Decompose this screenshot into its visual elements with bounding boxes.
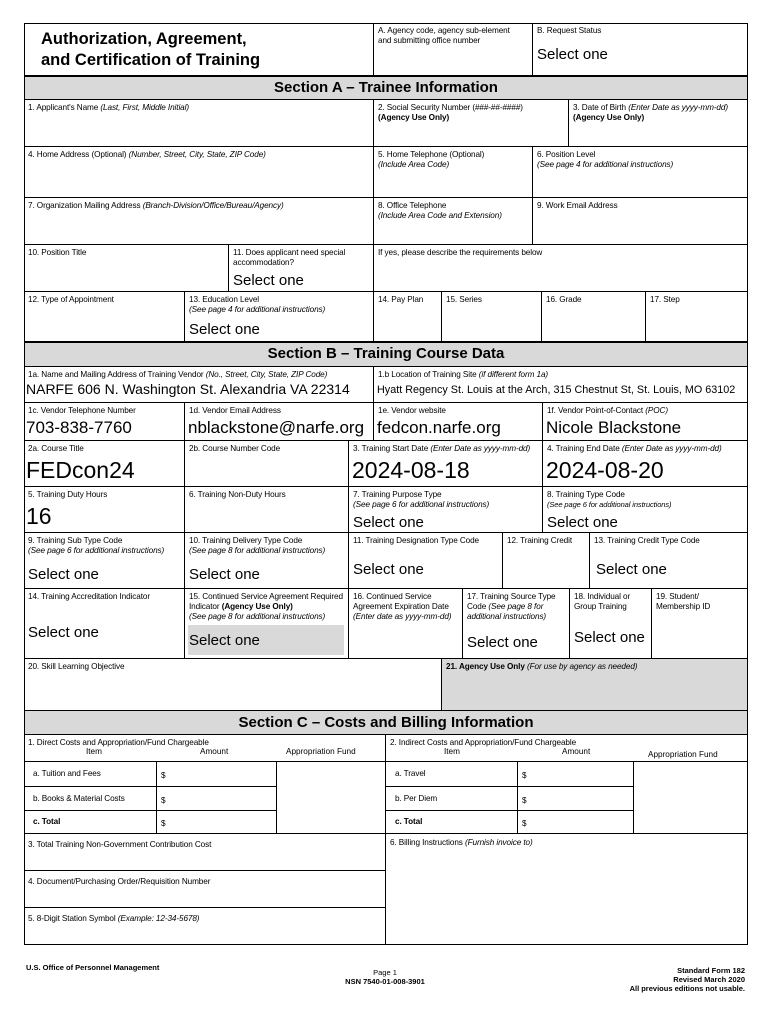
vendor-website-field[interactable]: [374, 403, 543, 441]
accommodation-description-field[interactable]: [374, 245, 748, 292]
training-sub-type-hint: (See page 6 for additional instructions): [28, 546, 165, 555]
direct-costs-label: 1. Direct Costs and Appropriation/Fund Chargeable: [28, 738, 209, 747]
dob-field[interactable]: [569, 100, 748, 147]
footer-page-number: Page 1: [373, 968, 397, 977]
training-delivery-field[interactable]: [185, 533, 349, 589]
training-purpose-hint: (See page 6 for additional instructions): [353, 500, 490, 509]
individual-group-field[interactable]: [570, 589, 652, 659]
direct-amount-col-label: Amount: [200, 747, 229, 756]
training-purpose-select[interactable]: Select one: [353, 514, 424, 531]
training-source-select[interactable]: Select one: [467, 634, 538, 651]
agency-use-label: 21. Agency Use Only: [446, 662, 525, 671]
indirect-item-col-label: Item: [444, 747, 460, 756]
agency-use-hint: (For use by agency as needed): [526, 662, 638, 671]
training-start-date-value[interactable]: 2024-08-18: [352, 457, 470, 483]
home-address-label: 4. Home Address (Optional): [28, 150, 127, 159]
course-number-field[interactable]: [185, 441, 349, 487]
skill-objective-label: 20. Skill Learning Objective: [28, 662, 125, 671]
service-agreement-label: 15. Continued Service Agreement Required Indicator: [189, 592, 343, 611]
vendor-website-label: 1e. Vendor website: [378, 406, 446, 415]
home-address-hint: (Number, Street, City, State, ZIP Code): [128, 150, 266, 159]
footer-editions: All previous editions not usable.: [629, 984, 745, 993]
accreditation-field[interactable]: [24, 589, 185, 659]
direct-row-total: [24, 811, 157, 834]
work-email-field[interactable]: [533, 198, 748, 245]
org-address-field[interactable]: [24, 198, 374, 245]
duty-hours-field[interactable]: [24, 487, 185, 533]
ssn-agency-use: (Agency Use Only): [378, 113, 450, 122]
direct-row-books: [24, 787, 157, 811]
training-type-field[interactable]: [543, 487, 748, 533]
agency-use-field[interactable]: [442, 659, 748, 711]
individual-group-label: 18. Individual or Group Training: [574, 592, 631, 611]
vendor-address-hint: (No., Street, City, State, ZIP Code): [205, 370, 328, 379]
non-gov-contribution-field[interactable]: [24, 834, 386, 871]
training-designation-field[interactable]: [349, 533, 503, 589]
indirect-appropriation-fund[interactable]: [634, 762, 748, 834]
section-a-header: Section A – Trainee Information: [24, 76, 748, 100]
agency-code-field[interactable]: [374, 23, 533, 76]
direct-costs-header: [24, 735, 386, 762]
accommodation-field[interactable]: [229, 245, 374, 292]
indirect-perdiem-amount[interactable]: [518, 787, 634, 811]
accommodation-description-label: If yes, please describe the requirements below: [378, 248, 543, 257]
course-number-label: 2b. Course Number Code: [189, 444, 281, 453]
footer-nsn: NSN 7540-01-008-3901: [345, 977, 425, 986]
service-agreement-hint: (See page 8 for additional instructions): [189, 612, 326, 621]
work-email-label: 9. Work Email Address: [537, 201, 618, 210]
position-level-field[interactable]: [533, 147, 748, 198]
vendor-poc-hint: (POC): [645, 406, 668, 415]
direct-books-amount[interactable]: [157, 787, 277, 811]
training-source-field[interactable]: [463, 589, 570, 659]
pay-plan-label: 14. Pay Plan: [378, 295, 424, 304]
training-source-label: 17. Training Source Type Code: [467, 592, 556, 611]
ssn-field[interactable]: [374, 100, 569, 147]
vendor-poc-value[interactable]: Nicole Blackstone: [546, 418, 682, 437]
training-site-label: 1.b Location of Training Site: [378, 370, 477, 379]
direct-tuition-currency: $: [161, 771, 166, 780]
agreement-expiration-hint: (Enter date as yyyy-mm-dd): [353, 612, 452, 621]
org-address-hint: (Branch-Division/Office/Bureau/Agency): [142, 201, 284, 210]
service-agreement-agency-use: (Agency Use Only): [221, 602, 293, 611]
agreement-expiration-field[interactable]: [349, 589, 463, 659]
training-type-hint: (See page 6 for additional instructions): [547, 500, 672, 509]
course-title-field[interactable]: [24, 441, 185, 487]
appointment-type-field[interactable]: [24, 292, 185, 342]
position-level-hint: (See page 4 for additional instructions): [537, 160, 674, 169]
vendor-telephone-field[interactable]: [24, 403, 185, 441]
dob-agency-use: (Agency Use Only): [573, 113, 645, 122]
non-duty-hours-field[interactable]: [185, 487, 349, 533]
section-b-header: Section B – Training Course Data: [24, 342, 748, 367]
training-type-label: 8. Training Type Code: [547, 490, 625, 499]
training-end-date-value[interactable]: 2024-08-20: [546, 457, 664, 483]
non-duty-hours-label: 6. Training Non-Duty Hours: [189, 490, 286, 499]
training-purpose-label: 7. Training Purpose Type: [353, 490, 442, 499]
indirect-perdiem-currency: $: [522, 796, 527, 805]
training-site-field[interactable]: [374, 367, 748, 403]
pay-plan-field[interactable]: [374, 292, 442, 342]
training-credit-type-label: 13. Training Credit Type Code: [594, 536, 700, 545]
form-title: [41, 29, 260, 71]
org-address-label: 7. Organization Mailing Address: [28, 201, 141, 210]
training-credit-type-field[interactable]: [590, 533, 748, 589]
station-symbol-hint: (Example: 12-34-5678): [117, 914, 200, 923]
education-level-label: 13. Education Level: [189, 295, 260, 304]
applicant-name-field[interactable]: [24, 100, 374, 147]
dob-hint: (Enter Date as yyyy-mm-dd): [628, 103, 728, 112]
training-sub-type-label: 9. Training Sub Type Code: [28, 536, 123, 545]
individual-group-select[interactable]: Select one: [574, 629, 645, 646]
training-delivery-select[interactable]: Select one: [189, 566, 260, 583]
accreditation-select[interactable]: Select one: [28, 624, 99, 641]
training-sub-type-field[interactable]: [24, 533, 185, 589]
grade-field[interactable]: [542, 292, 646, 342]
request-status-field[interactable]: [533, 23, 748, 76]
purchase-order-field[interactable]: [24, 871, 386, 908]
form-title-line2: and Certification of Training: [41, 51, 261, 69]
station-symbol-field[interactable]: [24, 908, 386, 945]
direct-tuition-amount[interactable]: [157, 762, 277, 787]
membership-id-label: 19. Student/ Membership ID: [656, 592, 711, 611]
series-field[interactable]: [442, 292, 542, 342]
office-telephone-label: 8. Office Telephone: [378, 201, 447, 210]
direct-books-currency: $: [161, 796, 166, 805]
home-telephone-label: 5. Home Telephone (Optional): [378, 150, 485, 159]
position-title-label: 10. Position Title: [28, 248, 87, 257]
duty-hours-value[interactable]: 16: [26, 503, 52, 529]
office-telephone-hint: (Include Area Code and Extension): [378, 211, 502, 220]
request-status-label: B. Request Status: [537, 26, 602, 35]
training-delivery-label: 10. Training Delivery Type Code: [189, 536, 303, 545]
education-level-field[interactable]: [185, 292, 374, 342]
purchase-order-label: 4. Document/Purchasing Order/Requisition Number: [28, 877, 211, 886]
training-credit-type-select[interactable]: Select one: [596, 561, 667, 578]
training-designation-label: 11. Training Designation Type Code: [353, 536, 480, 545]
grade-label: 16. Grade: [546, 295, 582, 304]
indirect-costs-header: [386, 735, 748, 762]
vendor-address-value[interactable]: NARFE 606 N. Washington St. Alexandria VA 22314: [26, 381, 350, 397]
vendor-email-field[interactable]: [185, 403, 374, 441]
direct-total-amount[interactable]: [157, 811, 277, 834]
indirect-travel-currency: $: [522, 771, 527, 780]
form-title-cell: [24, 23, 374, 76]
training-end-date-label: 4. Training End Date: [547, 444, 620, 453]
training-start-date-hint: (Enter Date as yyyy-mm-dd): [430, 444, 531, 453]
step-field[interactable]: [646, 292, 748, 342]
form-title-line1: Authorization, Agreement,: [41, 30, 247, 48]
section-c-header: Section C – Costs and Billing Information: [24, 711, 748, 735]
indirect-row-perdiem: [386, 787, 518, 811]
education-level-select[interactable]: Select one: [189, 321, 260, 338]
indirect-row-total: [386, 811, 518, 834]
course-title-value[interactable]: FEDcon24: [26, 457, 135, 483]
course-title-label: 2a. Course Title: [28, 444, 84, 453]
indirect-row-travel: [386, 762, 518, 787]
position-level-label: 6. Position Level: [537, 150, 596, 159]
vendor-email-label: 1d. Vendor Email Address: [189, 406, 281, 415]
accommodation-select[interactable]: Select one: [233, 272, 304, 289]
training-sub-type-select[interactable]: Select one: [28, 566, 99, 583]
vendor-email-value[interactable]: nblackstone@narfe.org: [188, 418, 365, 437]
indirect-travel-amount[interactable]: [518, 762, 634, 787]
accommodation-label: 11. Does applicant need special accommodation?: [233, 248, 346, 267]
training-delivery-hint: (See page 8 for additional instructions): [189, 546, 326, 555]
position-title-field[interactable]: [24, 245, 229, 292]
training-purpose-field[interactable]: [349, 487, 543, 533]
direct-row-tuition-label: a. Tuition and Fees: [33, 769, 101, 778]
service-agreement-field[interactable]: [185, 589, 349, 659]
agreement-expiration-label: 16. Continued Service Agreement Expiration Date: [353, 592, 449, 611]
billing-instructions-label: 6. Billing Instructions: [390, 838, 463, 847]
skill-objective-field[interactable]: [24, 659, 442, 711]
footer-revised: Revised March 2020: [673, 975, 745, 984]
vendor-poc-label: 1f. Vendor Point-of-Contact: [547, 406, 644, 415]
direct-row-total-label: c. Total: [33, 817, 61, 826]
direct-fund-col-label: Appropriation Fund: [286, 747, 356, 756]
training-site-hint: (if different form 1a): [478, 370, 549, 379]
dob-label: 3. Date of Birth: [573, 103, 627, 112]
home-address-field[interactable]: [24, 147, 374, 198]
training-start-date-label: 3. Training Start Date: [353, 444, 429, 453]
station-symbol-label: 5. 8-Digit Station Symbol: [28, 914, 116, 923]
vendor-website-value[interactable]: fedcon.narfe.org: [377, 418, 501, 437]
indirect-row-total-label: c. Total: [395, 817, 423, 826]
vendor-poc-field[interactable]: [543, 403, 748, 441]
vendor-address-label: 1a. Name and Mailing Address of Training Vendor: [28, 370, 204, 379]
direct-total-currency: $: [161, 819, 166, 828]
indirect-amount-col-label: Amount: [562, 747, 591, 756]
education-level-hint: (See page 4 for additional instructions): [189, 305, 326, 314]
office-telephone-field[interactable]: [374, 198, 533, 245]
indirect-total-currency: $: [522, 819, 527, 828]
vendor-telephone-label: 1c. Vendor Telephone Number: [28, 406, 136, 415]
direct-row-tuition: [24, 762, 157, 787]
direct-row-books-label: b. Books & Material Costs: [33, 794, 125, 803]
step-label: 17. Step: [650, 295, 680, 304]
indirect-total-amount[interactable]: [518, 811, 634, 834]
footer-form-name: Standard Form 182: [677, 966, 745, 975]
home-telephone-field[interactable]: [374, 147, 533, 198]
indirect-fund-col-label: Appropriation Fund: [648, 750, 718, 759]
footer-agency: U.S. Office of Personnel Management: [26, 963, 160, 972]
vendor-telephone-value[interactable]: 703-838-7760: [26, 418, 132, 437]
ssn-label: 2. Social Security Number (###-##-####): [378, 103, 523, 112]
accreditation-label: 14. Training Accreditation Indicator: [28, 592, 151, 601]
footer-page: [300, 968, 470, 986]
appointment-type-label: 12. Type of Appointment: [28, 295, 114, 304]
training-site-value[interactable]: Hyatt Regency St. Louis at the Arch, 315 Chestnut St, St. Louis, MO 63102: [377, 384, 736, 396]
duty-hours-label: 5. Training Duty Hours: [28, 490, 108, 499]
training-type-select[interactable]: Select one: [547, 514, 618, 531]
footer-form-info: [560, 966, 745, 993]
service-agreement-select[interactable]: Select one: [189, 632, 260, 649]
training-source-hint: (See page 8 for additional instructions): [467, 602, 547, 621]
membership-id-field[interactable]: [652, 589, 748, 659]
agency-code-label: A. Agency code, agency sub-element and submitting office number: [378, 26, 510, 45]
applicant-name-label: 1. Applicant's Name: [28, 103, 99, 112]
training-start-date-field[interactable]: [349, 441, 543, 487]
billing-instructions-hint: (Furnish invoice to): [464, 838, 533, 847]
billing-instructions-field[interactable]: [386, 834, 748, 945]
training-designation-select[interactable]: Select one: [353, 561, 424, 578]
training-end-date-hint: (Enter Date as yyyy-mm-dd): [621, 444, 722, 453]
training-credit-label: 12. Training Credit: [507, 536, 572, 545]
series-label: 15. Series: [446, 295, 482, 304]
non-gov-contribution-label: 3. Total Training Non-Government Contribution Cost: [28, 840, 212, 849]
direct-item-col-label: Item: [86, 747, 102, 756]
indirect-row-perdiem-label: b. Per Diem: [395, 794, 438, 803]
direct-appropriation-fund[interactable]: [277, 762, 386, 834]
training-credit-field[interactable]: [503, 533, 590, 589]
training-end-date-field[interactable]: [543, 441, 748, 487]
request-status-select[interactable]: Select one: [537, 46, 608, 63]
vendor-address-field[interactable]: [24, 367, 374, 403]
indirect-row-travel-label: a. Travel: [395, 769, 426, 778]
applicant-name-hint: (Last, First, Middle Initial): [100, 103, 189, 112]
home-telephone-hint: (Include Area Code): [378, 160, 450, 169]
indirect-costs-label: 2. Indirect Costs and Appropriation/Fund Chargeable: [390, 738, 577, 747]
